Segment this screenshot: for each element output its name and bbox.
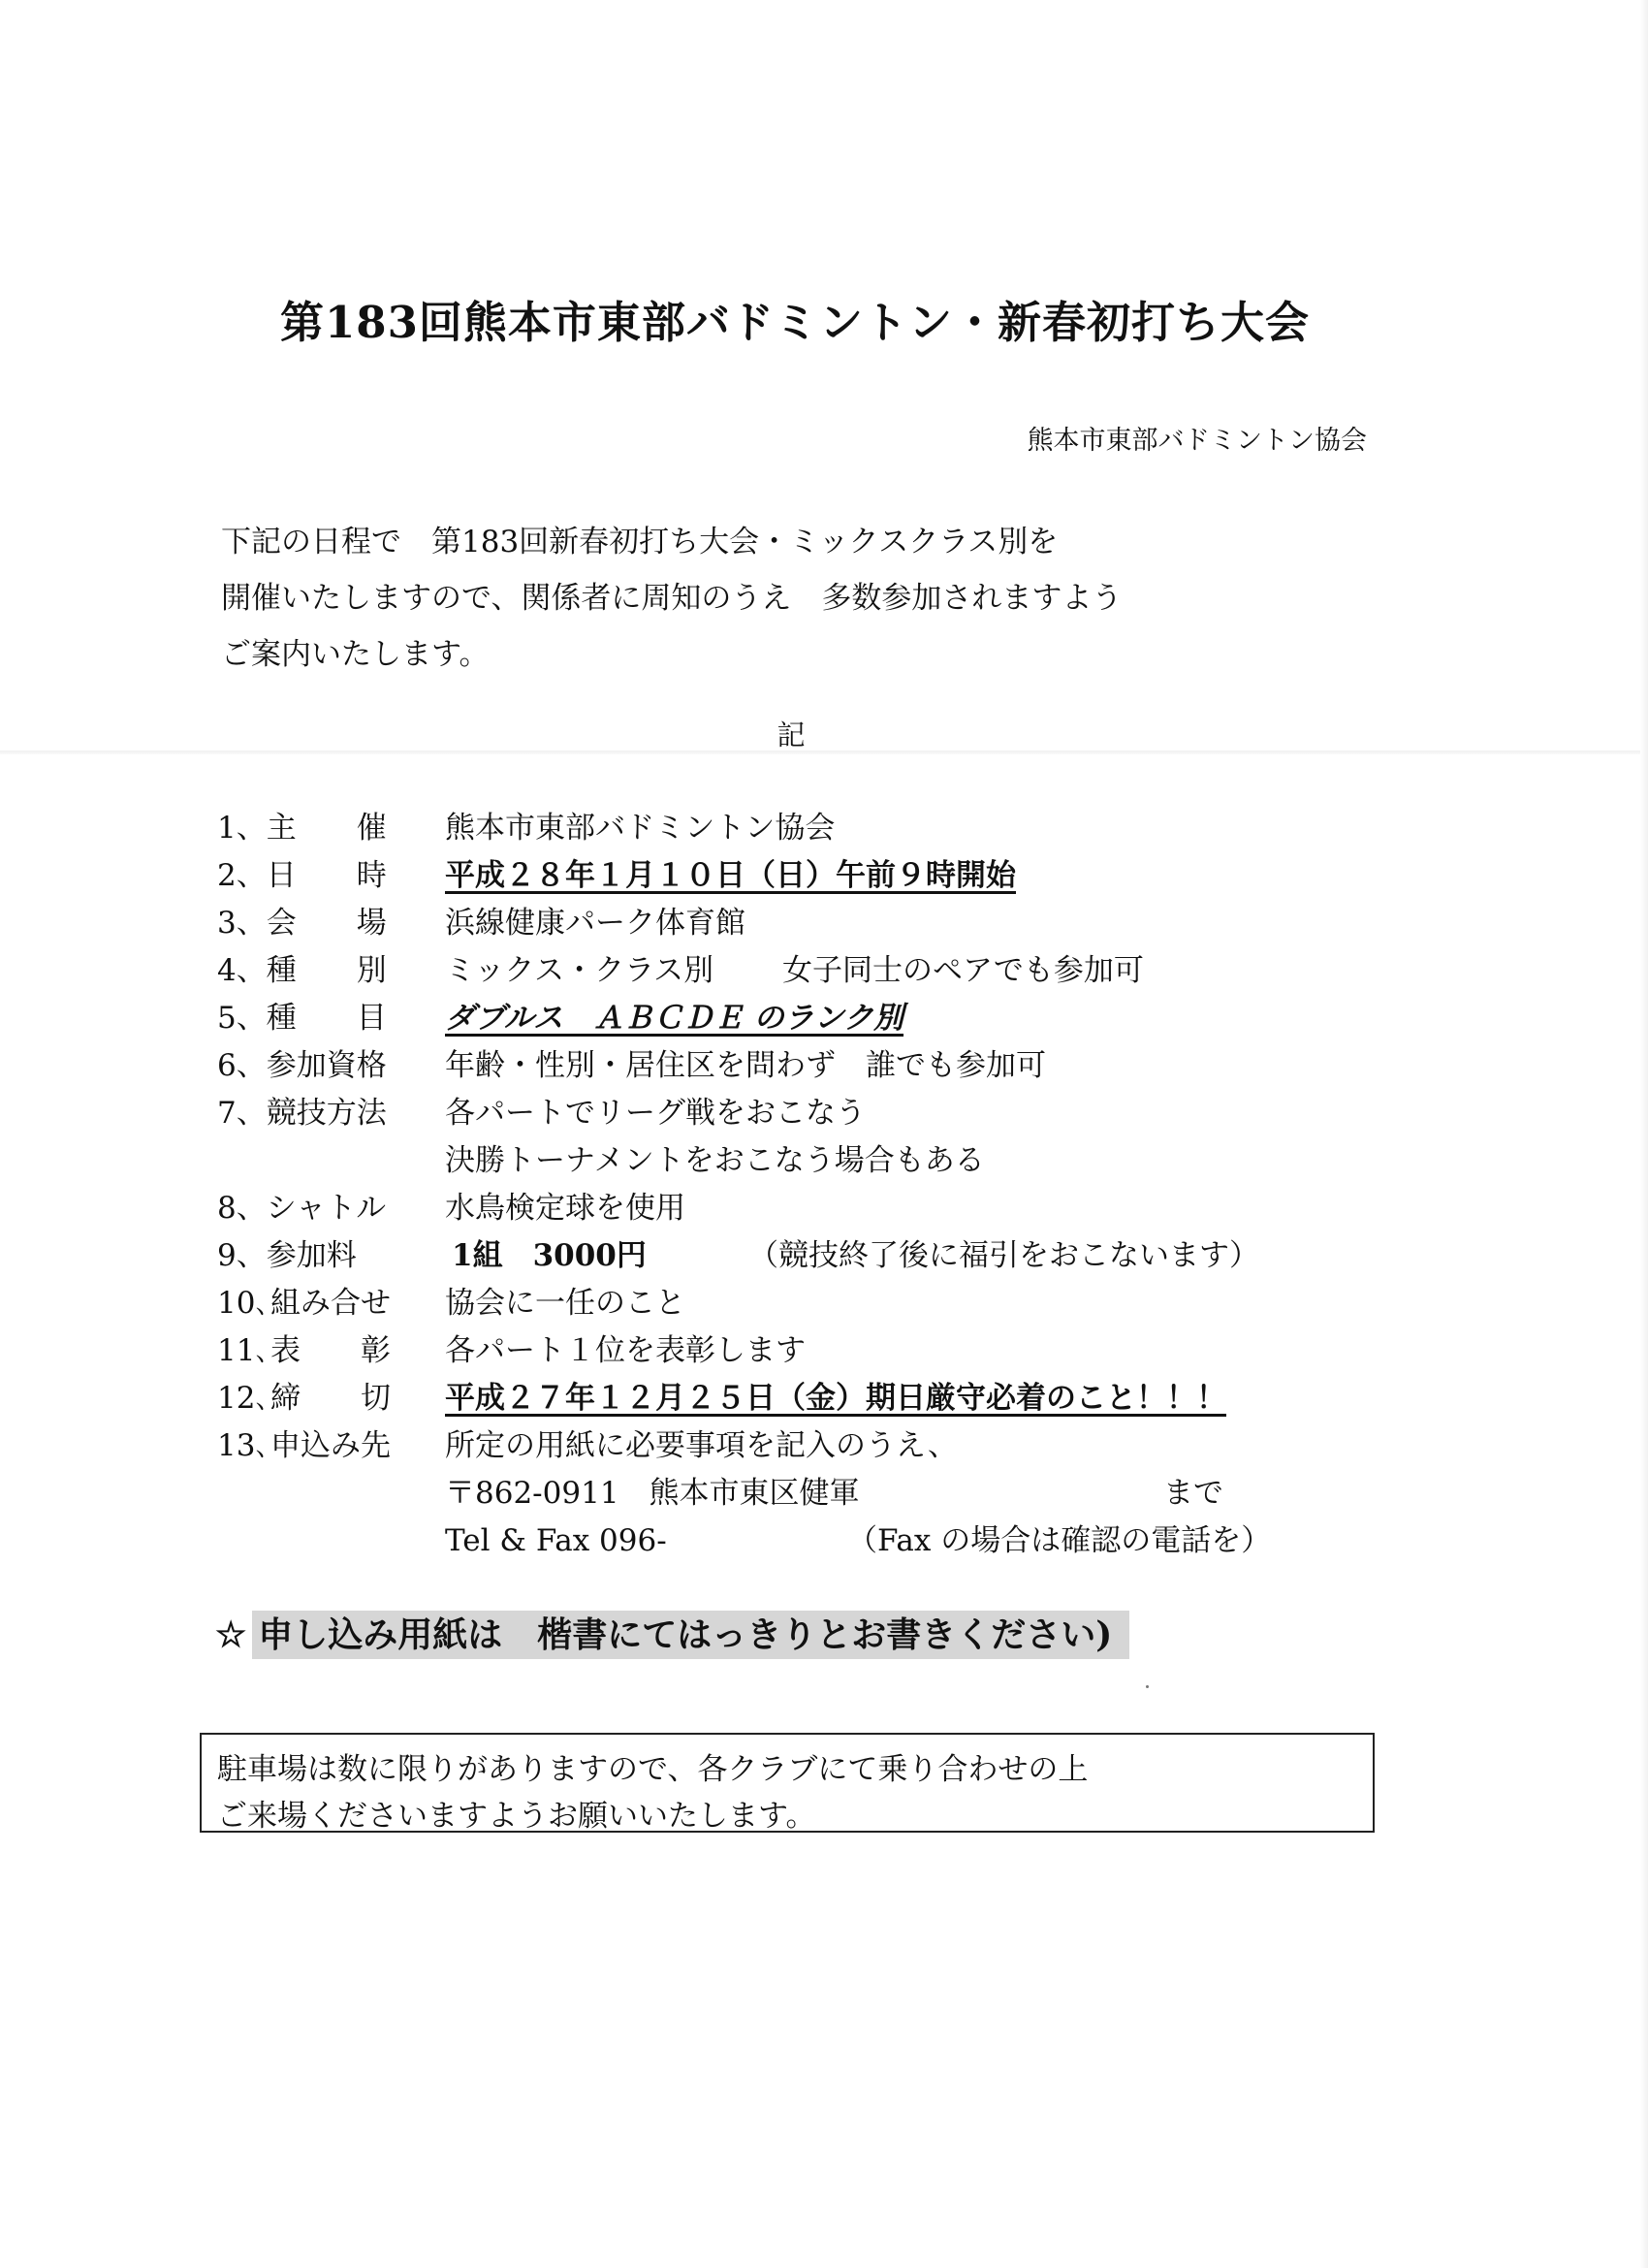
detail-value: 〒862-0911 熊本市東区健軍	[445, 1476, 860, 1511]
detail-label: 5、種 目	[217, 1001, 387, 1036]
notice-highlight-text: 申し込み用紙は 楷書にてはっきりとお書きください)	[252, 1611, 1129, 1659]
parking-note-box	[200, 1733, 1375, 1833]
detail-extra: （競技終了後に福引をおこないます）	[748, 1238, 1259, 1273]
detail-value: 年齢・性別・居住区を問わず 誰でも参加可	[445, 1048, 1046, 1083]
detail-value: Tel & Fax 096-	[445, 1523, 667, 1558]
detail-label: 10､組み合せ	[217, 1286, 391, 1321]
detail-value: 協会に一任のこと	[445, 1286, 685, 1321]
detail-label: 12､締 切	[217, 1381, 391, 1416]
intro-paragraph	[221, 514, 1122, 683]
detail-label: 9、参加料	[217, 1238, 357, 1273]
detail-extra: まで	[1163, 1476, 1223, 1511]
detail-label: 1、主 催	[217, 811, 387, 846]
note-line: 駐車場は数に限りがありますので、各クラブにて乗り合わせの上	[217, 1752, 1089, 1787]
intro-line: 開催いたしますので、関係者に周知のうえ 多数参加されますよう	[221, 581, 1123, 616]
detail-label: 7、競技方法	[217, 1096, 387, 1131]
detail-value: ミックス・クラス別	[445, 953, 714, 988]
detail-value: 各パートでリーグ戦をおこなう	[445, 1096, 866, 1131]
detail-value: 決勝トーナメントをおこなう場合もある	[445, 1143, 985, 1178]
detail-value: 1組 3000円	[452, 1238, 647, 1273]
detail-value: 浜線健康パーク体育館	[445, 906, 745, 941]
detail-label: 11､表 彰	[217, 1333, 391, 1368]
detail-label: 6、参加資格	[217, 1048, 387, 1083]
note-line: ご来場くださいますようお願いいたします。	[217, 1799, 816, 1834]
detail-label: 3、会 場	[217, 906, 387, 941]
detail-label: 2、日 時	[217, 858, 387, 893]
star-icon: ☆	[215, 1614, 247, 1655]
detail-value: 各パート１位を表彰します	[445, 1333, 806, 1368]
organizer-name: 熊本市東部バドミントン協会	[1027, 426, 1367, 456]
document-title: 第183回熊本市東部バドミントン・新春初打ち大会	[279, 297, 1311, 348]
intro-line: 下記の日程で 第183回新春初打ち大会・ミックスクラス別を	[221, 525, 1059, 559]
detail-value: 所定の用紙に必要事項を記入のうえ、	[445, 1428, 958, 1463]
notice-line	[215, 1608, 1129, 1657]
detail-value: 平成２７年１２月２５日（金）期日厳守必着のこと！！！	[445, 1381, 1226, 1416]
detail-value: 水鳥検定球を使用	[445, 1191, 685, 1226]
intro-line: ご案内いたします。	[221, 637, 490, 672]
detail-extra: （Fax の場合は確認の電話を）	[847, 1523, 1272, 1558]
detail-value: 熊本市東部バドミントン協会	[445, 811, 836, 846]
detail-label: 13､申込み先	[217, 1428, 391, 1463]
detail-value: 平成２８年１月１０日（日）午前９時開始	[445, 858, 1016, 893]
detail-label: 8、シャトル	[217, 1191, 387, 1226]
scan-speck	[1146, 1685, 1149, 1688]
detail-extra: 女子同士のペアでも参加可	[782, 953, 1144, 988]
ki-heading: 記	[776, 719, 806, 751]
paper-edge-shadow	[1640, 0, 1648, 2268]
detail-value: ダブルス ＡＢＣＤＥ のランク別	[445, 1001, 904, 1036]
detail-label: 4、種 別	[217, 953, 387, 988]
